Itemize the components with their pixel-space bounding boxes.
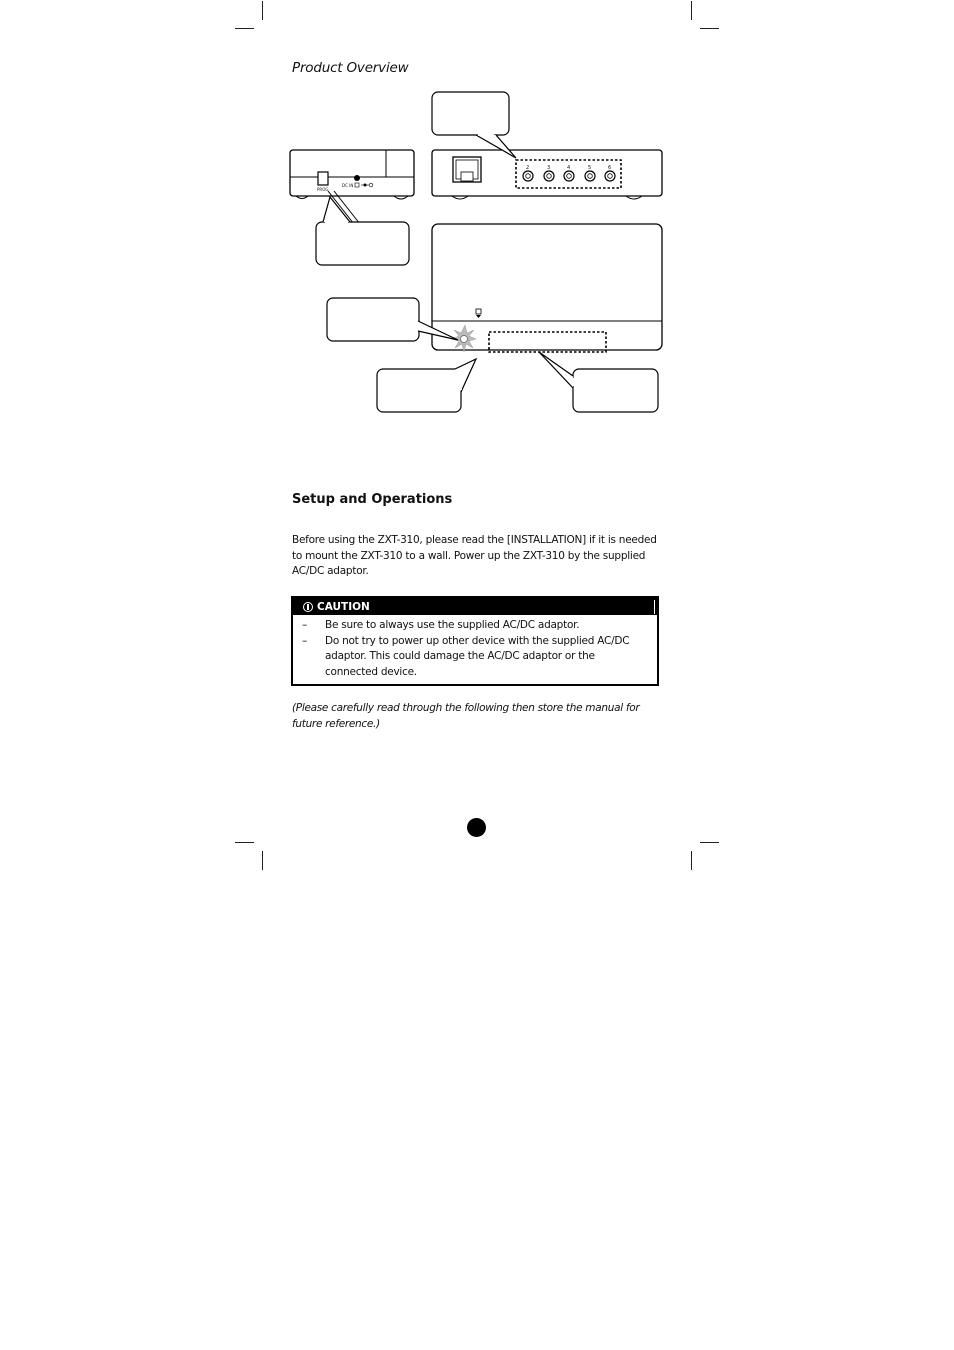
page-marker [467,818,486,837]
crop-mark [691,851,692,870]
side-view-device [290,150,414,199]
ir-port [585,171,595,181]
ir-port [544,171,554,181]
port-label: 2 [526,165,530,171]
top-view-device [432,224,662,352]
header-rule [654,600,655,614]
port-label: 4 [567,165,571,171]
dc-in-label: DC IN [342,183,354,188]
ir-port [605,171,615,181]
callout-ir-ports [432,92,516,158]
callout-indicators [539,352,658,412]
ethernet-port [453,157,481,182]
product-overview-diagram [280,85,670,420]
caution-list [293,615,657,681]
list-item [302,618,649,634]
callout-prog-button [316,191,409,265]
ir-port [523,171,533,181]
ir-port [564,171,574,181]
caution-box [291,596,659,686]
reference-note: (Please carefully read through the following then store the manual for future reference.) [292,702,640,730]
intro-paragraph: Before using the ZXT-310, please read the [INSTALLATION] if it is needed to mount the ZXT-310 to a wall. Power up the ZXT-310 by the supplied AC/DC adaptor. [292,534,657,578]
list-dash: – [302,634,307,647]
section-title-product-overview: Product Overview [292,60,409,76]
port-label: 5 [588,165,592,171]
crop-mark [262,851,263,870]
crop-mark [262,1,263,20]
list-item-text: Do not try to power up other device with the supplied AC/DC adaptor. This could damage the AC/DC adaptor or the connected device. [325,634,630,679]
caution-header [293,598,657,615]
dc-in-jack [354,175,360,181]
callout-bottom-left [377,359,476,412]
crop-mark [691,1,692,20]
section-title-setup: Setup and Operations [292,492,453,507]
list-item-text: Be sure to always use the supplied AC/DC adaptor. [325,619,580,631]
info-circle-icon [303,602,313,612]
prog-button-label: PROG [317,187,329,192]
front-view-device [432,150,662,199]
crop-mark [235,842,254,843]
list-item [302,634,649,681]
prog-button [318,172,328,185]
crop-mark [700,28,719,29]
port-label: 6 [608,165,612,171]
crop-mark [235,28,254,29]
port-label: 3 [547,165,551,171]
list-dash: – [302,619,307,631]
crop-mark [700,842,719,843]
caution-heading: CAUTION [317,600,370,613]
